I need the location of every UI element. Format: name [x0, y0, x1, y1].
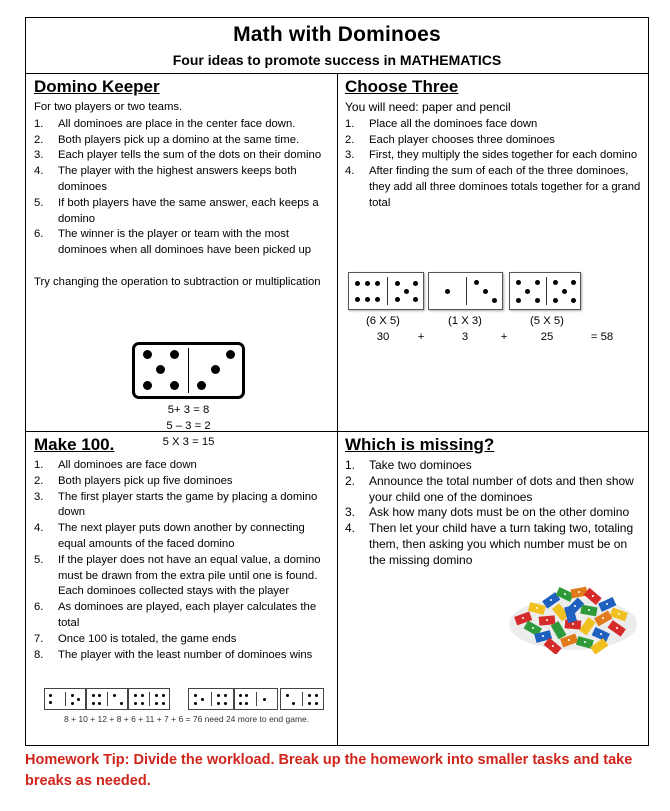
list-item-number: 2. [345, 133, 355, 146]
make-100-steps [34, 458, 334, 663]
domino-pip [134, 694, 137, 697]
domino-pip [263, 698, 266, 701]
domino-divider [211, 692, 212, 706]
domino-pip [562, 289, 567, 294]
choose-three-steps [345, 117, 645, 212]
domino-keeper-try-text: Try changing the operation to subtraction or multiplication [34, 275, 321, 288]
domino-pip [308, 702, 311, 705]
list-item-text: Ask how many dots must be on the other domino [369, 505, 630, 520]
make-100-title-suffix: . [109, 435, 115, 454]
make-100-panel [34, 434, 334, 724]
list-item-number: 3. [34, 490, 44, 503]
page-title: Math with Dominoes [233, 23, 441, 46]
list-item [34, 474, 334, 490]
domino-pip [162, 702, 165, 705]
list-item [34, 227, 334, 259]
domino-pip [170, 350, 179, 359]
choose-three-intro: You will need: paper and pencil [345, 100, 511, 114]
domino-pip [375, 281, 380, 286]
domino-divider [302, 692, 303, 706]
domino-pip [49, 701, 52, 704]
domino-pip [445, 289, 450, 294]
list-item-number: 2. [345, 473, 356, 488]
domino-pip [516, 298, 521, 303]
list-item-text: Then let your child have a turn taking two, totaling them, then asking you which number must be on the missing domino [369, 521, 634, 567]
choose-three-title: Choose Three [345, 77, 459, 96]
list-item-number: 1. [345, 117, 355, 130]
domino-pile-image [505, 574, 641, 654]
train-domino [44, 688, 86, 710]
domino-1-label: (6 X 5) [366, 315, 400, 327]
domino-divider [188, 348, 189, 393]
list-item [34, 648, 334, 664]
which-missing-panel [345, 434, 645, 569]
choose-three-domino-1 [348, 272, 424, 310]
which-missing-title: Which is missing? [345, 435, 495, 454]
list-item [34, 553, 334, 600]
domino-pip [217, 702, 220, 705]
choose-three-domino-3 [509, 272, 581, 310]
list-item-number: 2. [34, 133, 44, 146]
list-item-number: 4. [345, 521, 356, 536]
domino-pip [71, 694, 74, 697]
domino-pip [571, 298, 576, 303]
worksheet-frame [25, 17, 649, 746]
plus-sign: + [417, 331, 425, 343]
homework-tip: Homework Tip: Divide the workload. Break up the homework into smaller tasks and take breaks as needed. [25, 752, 633, 789]
list-item-number: 2. [34, 474, 44, 487]
make-100-title-text: Make 100 [34, 435, 110, 454]
domino-3-label: (5 X 5) [530, 315, 564, 327]
domino-keeper-title: Domino Keeper [34, 77, 160, 96]
list-item-number: 1. [34, 117, 44, 130]
list-item-text: As dominoes are played, each player calculates the total [58, 601, 317, 629]
list-item [345, 117, 645, 133]
domino-pip [98, 694, 101, 697]
list-item [34, 148, 334, 164]
which-missing-steps [345, 458, 645, 569]
domino-pip [224, 702, 227, 705]
domino-pip [143, 381, 152, 390]
page-subtitle: Four ideas to promote success in MATHEMATICS [172, 52, 502, 68]
header [26, 18, 648, 74]
train-domino [86, 688, 128, 710]
list-item-text: Each player tells the sum of the dots on their domino [58, 149, 322, 162]
list-item-text: All dominoes are face down [58, 459, 197, 471]
grand-total: = 58 [590, 331, 614, 343]
domino-divider [256, 692, 257, 706]
list-item-text: Each player chooses three dominoes [369, 133, 555, 146]
equation-sum: 5+ 3 = 8 [167, 404, 210, 416]
list-item-number: 4. [34, 165, 44, 178]
domino-pip [194, 702, 197, 705]
domino-divider [107, 692, 108, 706]
domino-pip [315, 702, 318, 705]
domino-divider [149, 692, 150, 706]
domino-pip [201, 698, 204, 701]
plus-sign: + [500, 331, 508, 343]
domino-divider [65, 692, 66, 706]
domino-keeper-intro: For two players or two teams. [34, 101, 183, 113]
list-item-number: 4. [34, 522, 44, 535]
list-item [34, 164, 334, 196]
domino-2-product: 3 [461, 331, 469, 343]
domino-keeper-example-domino [132, 342, 245, 399]
list-item [345, 474, 645, 506]
domino-divider [387, 277, 388, 305]
domino-train-caption: 8 + 10 + 12 + 8 + 6 + 11 + 7 + 6 = 76 need 24 more to end game. [64, 714, 310, 724]
domino-pip [98, 702, 101, 705]
list-item-number: 5. [34, 553, 44, 566]
domino-pip [224, 694, 227, 697]
list-item-text: Take two dominoes [369, 458, 472, 472]
domino-pip [239, 702, 242, 705]
domino-pip [245, 702, 248, 705]
domino-pip [535, 280, 540, 285]
domino-pip [226, 350, 235, 359]
domino-pip [156, 365, 165, 374]
domino-pip [413, 297, 418, 302]
domino-pip [92, 694, 95, 697]
domino-pip [483, 289, 488, 294]
domino-pip [71, 702, 74, 705]
list-item [34, 117, 334, 133]
list-item-number: 7. [34, 632, 44, 645]
column-divider [337, 73, 338, 745]
list-item-text: The first player starts the game by placing a domino down [58, 490, 318, 519]
list-item [345, 148, 645, 164]
list-item-text: Announce the total number of dots and then show your child one of the dominoes [369, 473, 634, 504]
list-item-text: All dominoes are place in the center face down. [58, 117, 296, 130]
domino-pip [143, 350, 152, 359]
equation-product: 5 X 3 = 15 [162, 435, 215, 448]
domino-pip [365, 297, 370, 302]
domino-pip [474, 280, 479, 285]
train-domino [128, 688, 170, 710]
domino-pip [245, 694, 248, 697]
domino-pip [197, 381, 206, 390]
list-item-text: Both players pick up a domino at the same time. [58, 133, 300, 146]
make-100-title [34, 434, 334, 456]
list-item [34, 490, 334, 522]
choose-three-domino-2 [428, 272, 503, 310]
choose-three-panel [345, 76, 645, 343]
domino-pip [395, 297, 400, 302]
train-domino [234, 688, 278, 710]
domino-pip [355, 281, 360, 286]
list-item [345, 521, 645, 568]
list-item-number: 1. [345, 458, 356, 472]
list-item-text: If the player does not have an equal value, a domino must be drawn from the extra pile until one is found. Each dominoes collected stays with the player [58, 553, 321, 598]
domino-pip [194, 694, 197, 697]
domino-3-product: 25 [540, 331, 554, 343]
domino-pip [120, 702, 123, 705]
domino-pip [571, 280, 576, 285]
domino-pip [404, 289, 409, 294]
list-item [34, 600, 334, 632]
domino-2-label: (1 X 3) [448, 315, 482, 327]
list-item-text: Place all the dominoes face down [369, 117, 538, 130]
list-item-number: 3. [345, 505, 356, 520]
list-item-number: 4. [345, 165, 355, 178]
domino-1-product: 30 [376, 331, 390, 343]
domino-pip [308, 694, 311, 697]
domino-divider [466, 277, 467, 305]
domino-pip [113, 694, 116, 697]
domino-pip [286, 694, 289, 697]
list-item [345, 505, 645, 521]
list-item-text: If both players have the same answer, each keeps a domino [58, 196, 319, 225]
domino-pip [525, 289, 530, 294]
list-item-number: 3. [34, 149, 44, 162]
domino-divider [546, 277, 547, 305]
list-item-text: Both players pick up five dominoes [58, 474, 233, 487]
domino-pip [155, 702, 158, 705]
domino-pip [211, 365, 220, 374]
domino-pip [516, 280, 521, 285]
domino-pip [134, 702, 137, 705]
domino-pip [292, 702, 295, 705]
list-item-text: First, they multiply the sides together for each domino [369, 149, 638, 162]
train-domino [280, 688, 324, 710]
domino-pip [155, 694, 158, 697]
domino-pip [315, 694, 318, 697]
list-item [34, 196, 334, 228]
list-item [34, 632, 334, 648]
list-item-number: 3. [345, 149, 355, 162]
domino-train-illustration [44, 688, 326, 710]
domino-pip [553, 298, 558, 303]
list-item-number: 1. [34, 459, 44, 471]
domino-pip [217, 694, 220, 697]
list-item [345, 458, 645, 474]
domino-keeper-steps [34, 117, 334, 259]
equation-difference: 5 – 3 = 2 [166, 419, 211, 432]
row-divider [26, 431, 648, 432]
list-item [34, 521, 334, 553]
list-item [345, 133, 645, 149]
train-domino [188, 688, 234, 710]
domino-pip [49, 694, 52, 697]
domino-pip [553, 280, 558, 285]
domino-pip [355, 297, 360, 302]
domino-pip [77, 698, 80, 701]
list-item [34, 458, 334, 474]
domino-pip [395, 281, 400, 286]
domino-pip [239, 694, 242, 697]
list-item-text: The player with the least number of dominoes wins [58, 648, 313, 661]
list-item-number: 6. [34, 601, 44, 614]
domino-pip [535, 298, 540, 303]
domino-pip [170, 381, 179, 390]
domino-pip [162, 694, 165, 697]
list-item [34, 133, 334, 149]
domino-pip [365, 281, 370, 286]
list-item-text: The player with the highest answers keeps both dominoes [58, 165, 297, 193]
domino-pip [492, 298, 497, 303]
list-item-number: 5. [34, 196, 44, 209]
list-item-number: 6. [34, 228, 44, 241]
domino-pip [375, 297, 380, 302]
list-item-text: After finding the sum of each of the three dominoes, they add all three dominoes totals together for a grand total [369, 165, 641, 209]
domino-pip [413, 281, 418, 286]
domino-pip [141, 702, 144, 705]
list-item [345, 164, 645, 211]
list-item-text: The next player puts down another by connecting equal amounts of the faced domino [58, 522, 305, 550]
domino-pip [92, 702, 95, 705]
list-item-text: Once 100 is totaled, the game ends [58, 632, 237, 645]
list-item-text: The winner is the player or team with the most dominoes when all dominoes have been picked up [58, 228, 312, 257]
domino-pip [141, 694, 144, 697]
list-item-number: 8. [34, 648, 44, 661]
